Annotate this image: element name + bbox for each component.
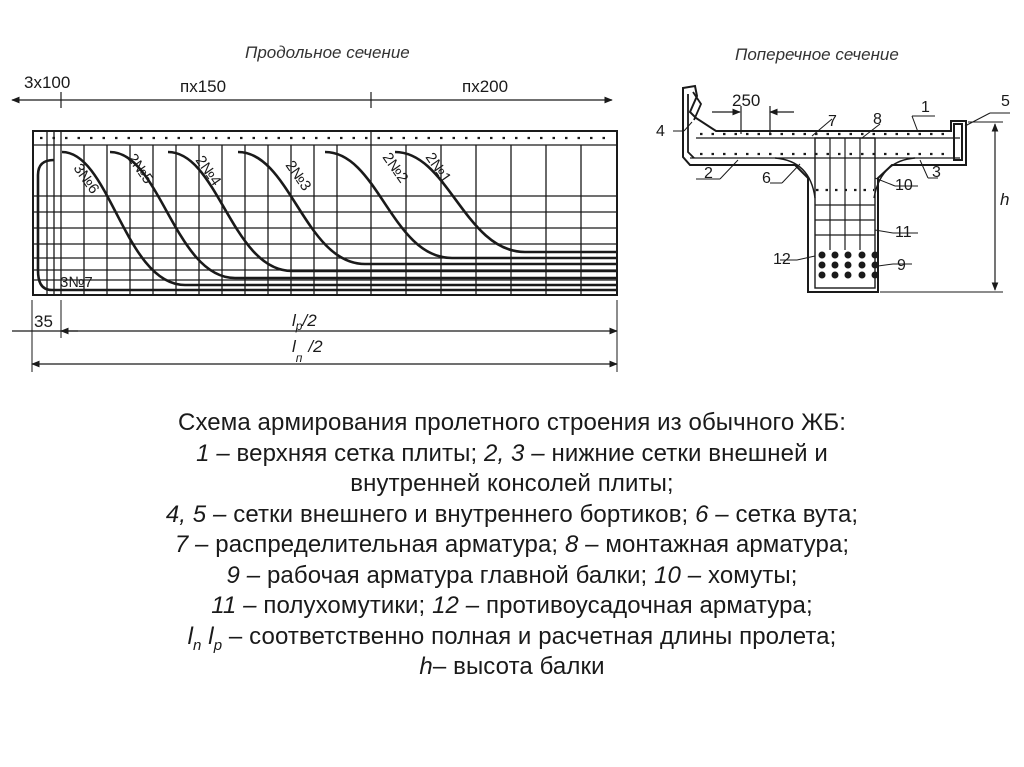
- callout-11: 11: [895, 224, 912, 241]
- caption-line-1: 1 – верхняя сетка плиты; 2, 3 – нижние сетки внешней и: [196, 439, 828, 467]
- bar-label-4: 2№4: [191, 152, 225, 190]
- caption-line-2: внутренней консолей плиты;: [350, 470, 674, 497]
- caption-line-8: h– высота балки: [419, 653, 605, 680]
- cross-section-outline: [683, 86, 966, 292]
- callout-3: 3: [932, 164, 941, 181]
- leader-lines: [673, 113, 1010, 266]
- bar-label-1: 2№1: [421, 149, 455, 187]
- caption-line-6: 11 – полухомутики; 12 – противоусадочная арматура;: [211, 592, 813, 619]
- callout-1: 1: [921, 99, 930, 116]
- callout-5: 5: [1001, 93, 1010, 110]
- dim-width: 250: [732, 91, 761, 110]
- cross-section: [656, 45, 1010, 292]
- callout-6: 6: [762, 170, 771, 187]
- callout-10: 10: [895, 177, 913, 194]
- bar-label-6: 3№6: [69, 160, 103, 198]
- dim-offset: 35: [34, 312, 53, 331]
- longitudinal-rebars: [33, 196, 617, 280]
- caption-line-3: 4, 5 – сетки внешнего и внутреннего бортиков; 6 – сетка вута;: [165, 500, 859, 528]
- longitudinal-section: [12, 43, 617, 372]
- callout-4: 4: [656, 123, 665, 140]
- bar-label-2: 2№2: [378, 149, 412, 187]
- caption-line-4: 7 – распределительная арматура; 8 – монтажная арматура;: [174, 531, 850, 558]
- callout-7: 7: [828, 113, 837, 130]
- cross-section-title: Поперечное сечение: [735, 45, 899, 64]
- dim-calc-half-span: $l_p/2$: [292, 311, 317, 333]
- dim-full-half-span: $l_п/2$: [292, 337, 323, 365]
- dim-stirrups-end: пх200: [462, 77, 509, 96]
- caption-title: Схема армирования пролетного строения из обычного ЖБ:: [178, 409, 846, 436]
- dim-stirrups-mid: пх150: [180, 77, 227, 96]
- bar-label-3: 2№3: [281, 157, 315, 195]
- bar-label-7: 3№7: [60, 274, 93, 291]
- dim-height: h: [1000, 190, 1010, 209]
- main-bars: [819, 252, 879, 279]
- callout-8: 8: [873, 111, 882, 128]
- bent-bars: [38, 149, 617, 290]
- caption-line-7: $l_n$ $l_p$ – соответственно полная и расчетная длины пролета;: [187, 622, 837, 654]
- caption: [20, 408, 1004, 683]
- caption-line-5: 9 – рабочая арматура главной балки; 10 – хомуты;: [226, 561, 798, 589]
- longitudinal-section-title: Продольное сечение: [245, 43, 410, 62]
- callout-9: 9: [897, 257, 906, 274]
- bar-label-5: 2№5: [123, 150, 157, 188]
- inner-curb-mesh: [954, 124, 962, 160]
- callout-2: 2: [704, 165, 713, 182]
- dim-stirrups-start: 3x100: [24, 73, 71, 92]
- callout-12: 12: [773, 251, 791, 268]
